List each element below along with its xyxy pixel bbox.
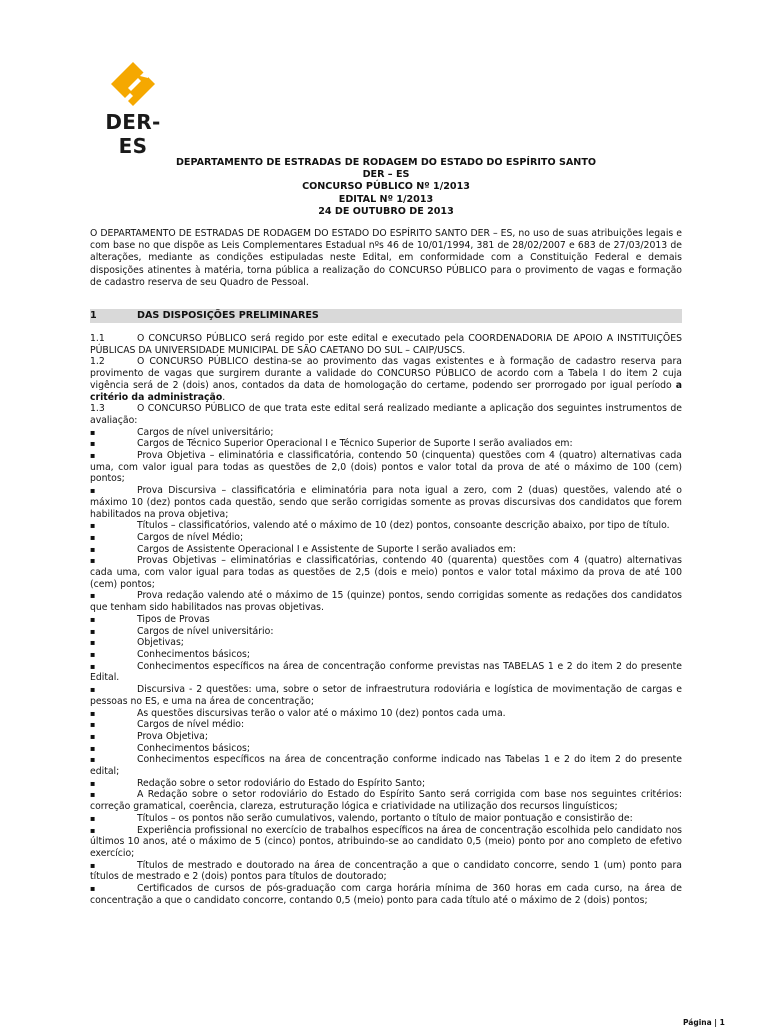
bullet-icon: ▪	[90, 884, 96, 894]
list-item-text: Cargos de nível Médio;	[137, 531, 244, 543]
bullet-icon: ▪	[90, 813, 96, 823]
bullet-icon: ▪	[90, 451, 96, 461]
bullet-icon: ▪	[90, 556, 96, 566]
bullet-icon: ▪	[90, 427, 96, 437]
bullet-icon: ▪	[90, 591, 96, 601]
bullet-icon: ▪	[90, 860, 96, 870]
list-item	[90, 438, 682, 450]
list-item	[90, 637, 682, 649]
list-item	[90, 731, 682, 743]
header-acronym: DER – ES	[362, 169, 410, 181]
list-item-text: Cargos de nível médio:	[137, 719, 245, 731]
bullet-icon: ▪	[90, 755, 96, 765]
list-item-text: Conhecimentos básicos;	[137, 742, 250, 754]
header-contest: CONCURSO PÚBLICO Nº 1/2013	[302, 181, 470, 193]
paragraph-1-1	[90, 333, 682, 356]
bullet-icon: ▪	[90, 790, 96, 800]
logo-text: DER-ES	[105, 110, 161, 158]
list-item-text: Experiência profissional no exercício de trabalhos específicos na área de concentração escolhida pelo candidato nos últimos 10 anos, até o máximo de 5 (cinco) pontos, atribuindo-se ao candidato 0,5 (meio) ponto por ano completo de efetivo exercício;	[90, 824, 682, 859]
list-item	[90, 754, 682, 777]
list-item	[90, 544, 682, 556]
bullet-icon: ▪	[90, 649, 96, 659]
bullet-icon: ▪	[90, 743, 96, 753]
bullet-list	[90, 427, 682, 907]
list-item-text: Tipos de Provas	[137, 613, 210, 625]
list-item-text: Conhecimentos específicos na área de concentração conforme indicado nas Tabelas 1 e 2 do item 2 do presente edital;	[90, 754, 682, 778]
list-item	[90, 719, 682, 731]
list-item-text: Conhecimentos específicos na área de concentração conforme previstas nas TABELAS 1 e 2 do item 2 do presente Edital.	[90, 660, 682, 684]
list-item	[90, 708, 682, 720]
list-item	[90, 789, 682, 812]
list-item	[90, 427, 682, 439]
list-item-text: Cargos de nível universitário:	[137, 625, 274, 637]
list-item	[90, 649, 682, 661]
list-item	[90, 450, 682, 485]
paragraph-number: 1.2	[90, 356, 105, 368]
bullet-icon: ▪	[90, 614, 96, 624]
list-item-text: Cargos de Técnico Superior Operacional I e Técnico Superior de Suporte I serão avaliados em:	[137, 438, 573, 450]
paragraph-text-end: .	[222, 391, 226, 403]
section-title: DAS DISPOSIÇÕES PRELIMINARES	[137, 310, 319, 321]
bullet-icon: ▪	[90, 825, 96, 835]
list-item	[90, 813, 682, 825]
bullet-icon: ▪	[90, 521, 96, 531]
header-edital: EDITAL Nº 1/2013	[338, 193, 434, 205]
list-item-text: Prova Discursiva – classificatória e eliminatória para nota igual a zero, com 2 (duas) questões, valendo até o máximo 10 (dez) pontos cada questão, sendo que serão corrigidas somente as provas discursivas dos candidatos que forem habilitados na prova objetiva;	[90, 485, 682, 520]
bullet-icon: ▪	[90, 439, 96, 449]
list-item-text: Redação sobre o setor rodoviário do Estado do Espírito Santo;	[137, 777, 426, 789]
paragraph-1-3	[90, 403, 682, 426]
list-item-text: Prova redação valendo até o máximo de 15 (quinze) pontos, sendo corrigidas somente as redações dos candidatos que tenham sido habilitados nas provas objetivas.	[90, 590, 682, 614]
paragraph-number: 1.1	[90, 333, 105, 344]
list-item-text: Títulos de mestrado e doutorado na área de concentração a que o candidato concorre, sendo 1 (um) ponto para títulos de mestrado e 2 (dois) pontos para títulos de doutorado;	[90, 859, 682, 883]
document-body	[90, 333, 682, 906]
document-header	[90, 157, 682, 218]
paragraph-1-2	[90, 356, 682, 403]
bullet-icon: ▪	[90, 708, 96, 718]
list-item	[90, 883, 682, 906]
list-item	[90, 555, 682, 590]
paragraph-bold-text: a critério da administração	[90, 379, 682, 403]
list-item	[90, 661, 682, 684]
bullet-icon: ▪	[90, 486, 96, 496]
list-item-text: Discursiva - 2 questões: uma, sobre o setor de infraestrutura rodoviária e logística de movimentação de cargas e pessoas no ES, e uma na área de concentração;	[90, 684, 682, 707]
header-org: DEPARTAMENTO DE ESTRADAS DE RODAGEM DO ESTADO DO ESPÍRITO SANTO	[175, 157, 597, 168]
list-item	[90, 778, 682, 790]
road-arrow-icon	[93, 60, 173, 112]
list-item-text: Objetivas;	[137, 637, 184, 649]
bullet-icon: ▪	[90, 731, 96, 741]
list-item	[90, 626, 682, 638]
bullet-icon: ▪	[90, 544, 96, 554]
paragraph-text: O CONCURSO PÚBLICO será regido por este edital e executado pela COORDENADORIA DE APOIO A INSTITUIÇÕES PÚBLICAS DA UNIVERSIDADE MUNICIPAL DE SÃO CAETANO DO SUL – CAIP/USCS.	[90, 333, 682, 356]
list-item	[90, 825, 682, 860]
list-item-text: A Redação sobre o setor rodoviário do Estado do Espírito Santo será corrigida com base nos seguintes critérios: correção gramatical, coerência, clareza, estruturação lógica e criatividade na utilização dos recursos linguísticos;	[90, 789, 682, 813]
list-item	[90, 860, 682, 883]
list-item-text: Títulos – os pontos não serão cumulativos, valendo, portanto o título de maior pontuação e consistirão de:	[137, 812, 633, 824]
list-item	[90, 520, 682, 532]
der-es-logo	[93, 60, 173, 158]
list-item	[90, 485, 682, 520]
list-item	[90, 614, 682, 626]
bullet-icon: ▪	[90, 778, 96, 788]
list-item-text: Prova Objetiva;	[137, 730, 208, 742]
paragraph-number: 1.3	[90, 403, 105, 415]
list-item	[90, 590, 682, 613]
page-footer: Página | 1	[683, 1018, 725, 1027]
bullet-icon: ▪	[90, 685, 96, 695]
list-item-text: Títulos – classificatórios, valendo até o máximo de 10 (dez) pontos, consoante descrição abaixo, por tipo de título.	[137, 520, 670, 532]
section-number: 1	[90, 310, 97, 321]
bullet-icon: ▪	[90, 638, 96, 648]
intro-paragraph: O DEPARTAMENTO DE ESTRADAS DE RODAGEM DO ESTADO DO ESPÍRITO SANTO DER – ES, no uso de suas atribuições legais e com base no que dispõe as Leis Complementares Estadual nºs 46 de 10/01/1994, 381 de 28/02/2007 e 683 de 27/03/2013 de alterações, mediante as condições estipuladas neste Edital, em conformidade com a Constituição Federal e demais disposições atinentes à matéria, torna pública a realização do CONCURSO PÚBLICO para o provimento de vagas e formação de cadastro reserva de seu Quadro de Pessoal.	[90, 228, 682, 288]
list-item-text: Cargos de Assistente Operacional I e Assistente de Suporte I serão avaliados em:	[137, 543, 516, 555]
list-item-text: Certificados de cursos de pós-graduação com carga horária mínima de 360 horas em cada curso, na área de concentração a que o candidato concorre, contando 0,5 (meio) ponto para cada título até o máximo de 2 (dois) pontos;	[90, 883, 682, 906]
list-item	[90, 743, 682, 755]
list-item	[90, 684, 682, 707]
list-item-text: Conhecimentos básicos;	[137, 648, 250, 660]
bullet-icon: ▪	[90, 720, 96, 730]
bullet-icon: ▪	[90, 661, 96, 671]
bullet-icon: ▪	[90, 532, 96, 542]
list-item-text: Cargos de nível universitário;	[137, 426, 274, 438]
list-item	[90, 532, 682, 544]
section-heading	[90, 309, 682, 323]
paragraph-text: O CONCURSO PÚBLICO de que trata este edital será realizado mediante a aplicação dos seguintes instrumentos de avaliação:	[90, 403, 682, 426]
header-date: 24 DE OUTUBRO DE 2013	[318, 205, 454, 217]
list-item-text: Prova Objetiva – eliminatória e classificatória, contendo 50 (cinquenta) questões com 4 (quatro) alternativas cada uma, com valor igual para todas as questões de 2,0 (dois) pontos e valor total da prova de até o máximo de 100 (cem) pontos;	[90, 450, 682, 485]
list-item-text: Provas Objetivas – eliminatórias e classificatórias, contendo 40 (quarenta) questões com 4 (quatro) alternativas cada uma, com valor igual para todas as questões de 2,5 (dois e meio) pontos e valor total máximo da prova de até 100 (cem) pontos;	[90, 555, 682, 590]
paragraph-text: O CONCURSO PÚBLICO destina-se ao provimento das vagas existentes e à formação de cadastro reserva para provimento de vagas que surgirem durante a validade do CONCURSO PÚBLICO de acordo com a Tabela I do item 2 cuja vigência será de 2 (dois) anos, contados da data de homologação do certame, podendo ser prorrogado por igual período	[90, 356, 682, 391]
bullet-icon: ▪	[90, 626, 96, 636]
list-item-text: As questões discursivas terão o valor até o máximo 10 (dez) pontos cada uma.	[137, 707, 506, 719]
